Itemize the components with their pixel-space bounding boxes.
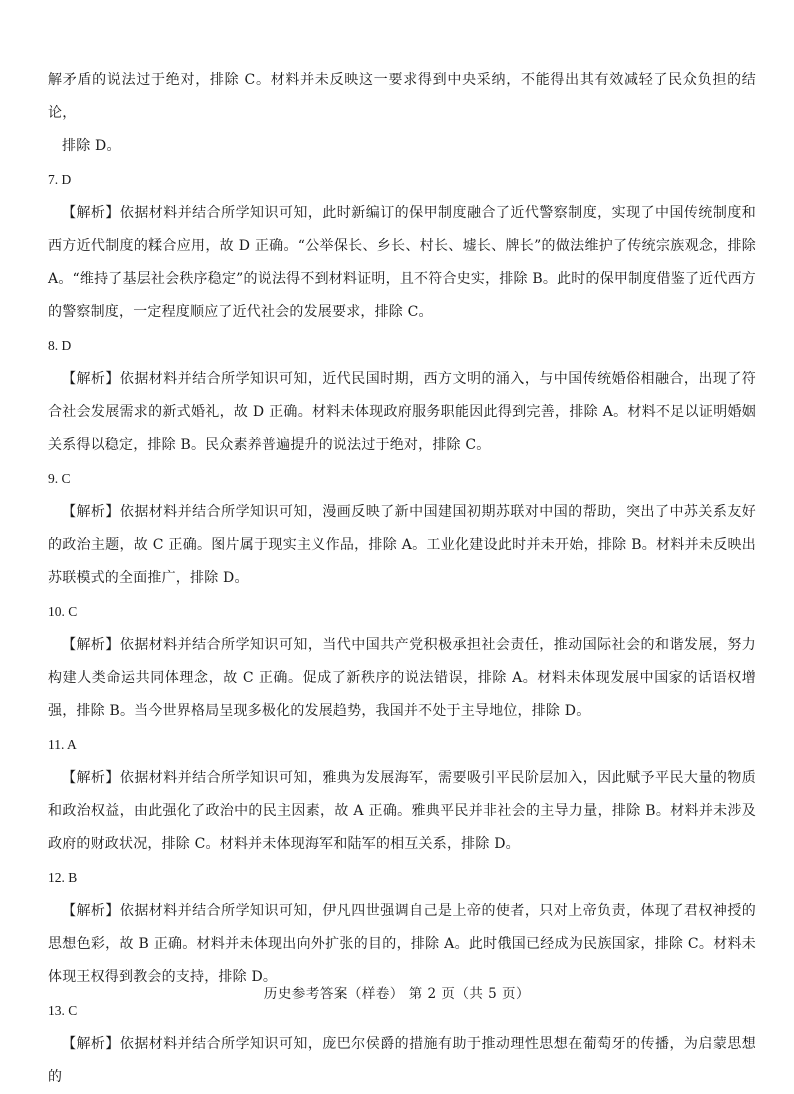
- page-content: [48, 64, 756, 1094]
- answer-explanation-8: 【解析】依据材料并结合所学知识可知，近代民国时期，西方文明的涌入，与中国传统婚俗相融合，出现了符合社会发展需求的新式婚礼，故 D 正确。材料未体现政府服务职能因此得到完善，排除 A。材料不足以证明婚姻关系得以稳定，排除 B。民众素养普遍提升的说法过于绝对，排除 C。: [48, 371, 756, 453]
- answer-explanation-7: 【解析】依据材料并结合所学知识可知，此时新编订的保甲制度融合了近代警察制度，实现了中国传统制度和西方近代制度的糅合应用，故 D 正确。“公举保长、乡长、村长、墟长、牌长”的做法维护了传统宗族观念，排除 A。“维持了基层社会秩序稳定”的说法得不到材料证明，且不符合史实，排除 B。此时的保甲制度借鉴了近代西方的警察制度，一定程度顺应了近代社会的发展要求，排除 C。: [48, 205, 756, 320]
- answer-label-9: 9. C: [48, 471, 71, 486]
- answer-explanation-12: 【解析】依据材料并结合所学知识可知，伊凡四世强调自己是上帝的使者，只对上帝负责，体现了君权神授的思想色彩，故 B 正确。材料并未体现出向外扩张的目的，排除 A。此时俄国已经成为民族国家，排除 C。材料未体现王权得到教会的支持，排除 D。: [48, 903, 756, 985]
- intro-line-2: 排除 D。: [62, 138, 121, 154]
- answer-label-10: 10. C: [48, 604, 78, 619]
- answer-label-7: 7. D: [48, 172, 72, 187]
- answer-label-8: 8. D: [48, 338, 72, 353]
- answer-explanation-10: 【解析】依据材料并结合所学知识可知，当代中国共产党积极承担社会责任，推动国际社会的和谐发展，努力构建人类命运共同体理念，故 C 正确。促成了新秩序的说法错误，排除 A。材料未体现发展中国家的话语权增强，排除 B。当今世界格局呈现多极化的发展趋势，我国并不处于主导地位，排除 D。: [48, 637, 756, 719]
- intro-line-1: 解矛盾的说法过于绝对，排除 C。材料并未反映这一要求得到中央采纳，不能得出其有效减轻了民众负担的结论，: [48, 72, 756, 121]
- answer-explanation-11: 【解析】依据材料并结合所学知识可知，雅典为发展海军，需要吸引平民阶层加入，因此赋予平民大量的物质和政治权益，由此强化了政治中的民主因素，故 A 正确。雅典平民并非社会的主导力量，排除 B。材料并未涉及政府的财政状况，排除 C。材料并未体现海军和陆军的相互关系，排除 D。: [48, 770, 756, 852]
- answer-label-11: 11. A: [48, 737, 77, 752]
- page-footer: 历史参考答案（样卷） 第 2 页（共 5 页）: [263, 986, 531, 1002]
- answer-label-12: 12. B: [48, 870, 78, 885]
- answer-explanation-9: 【解析】依据材料并结合所学知识可知，漫画反映了新中国建国初期苏联对中国的帮助，突出了中苏关系友好的政治主题，故 C 正确。图片属于现实主义作品，排除 A。工业化建设此时并未开始，排除 B。材料并未反映出苏联模式的全面推广，排除 D。: [48, 504, 756, 586]
- answer-label-13: 13. C: [48, 1003, 78, 1018]
- answer-explanation-13: 【解析】依据材料并结合所学知识可知，庞巴尔侯爵的措施有助于推动理性思想在葡萄牙的传播，为启蒙思想的: [48, 1036, 756, 1085]
